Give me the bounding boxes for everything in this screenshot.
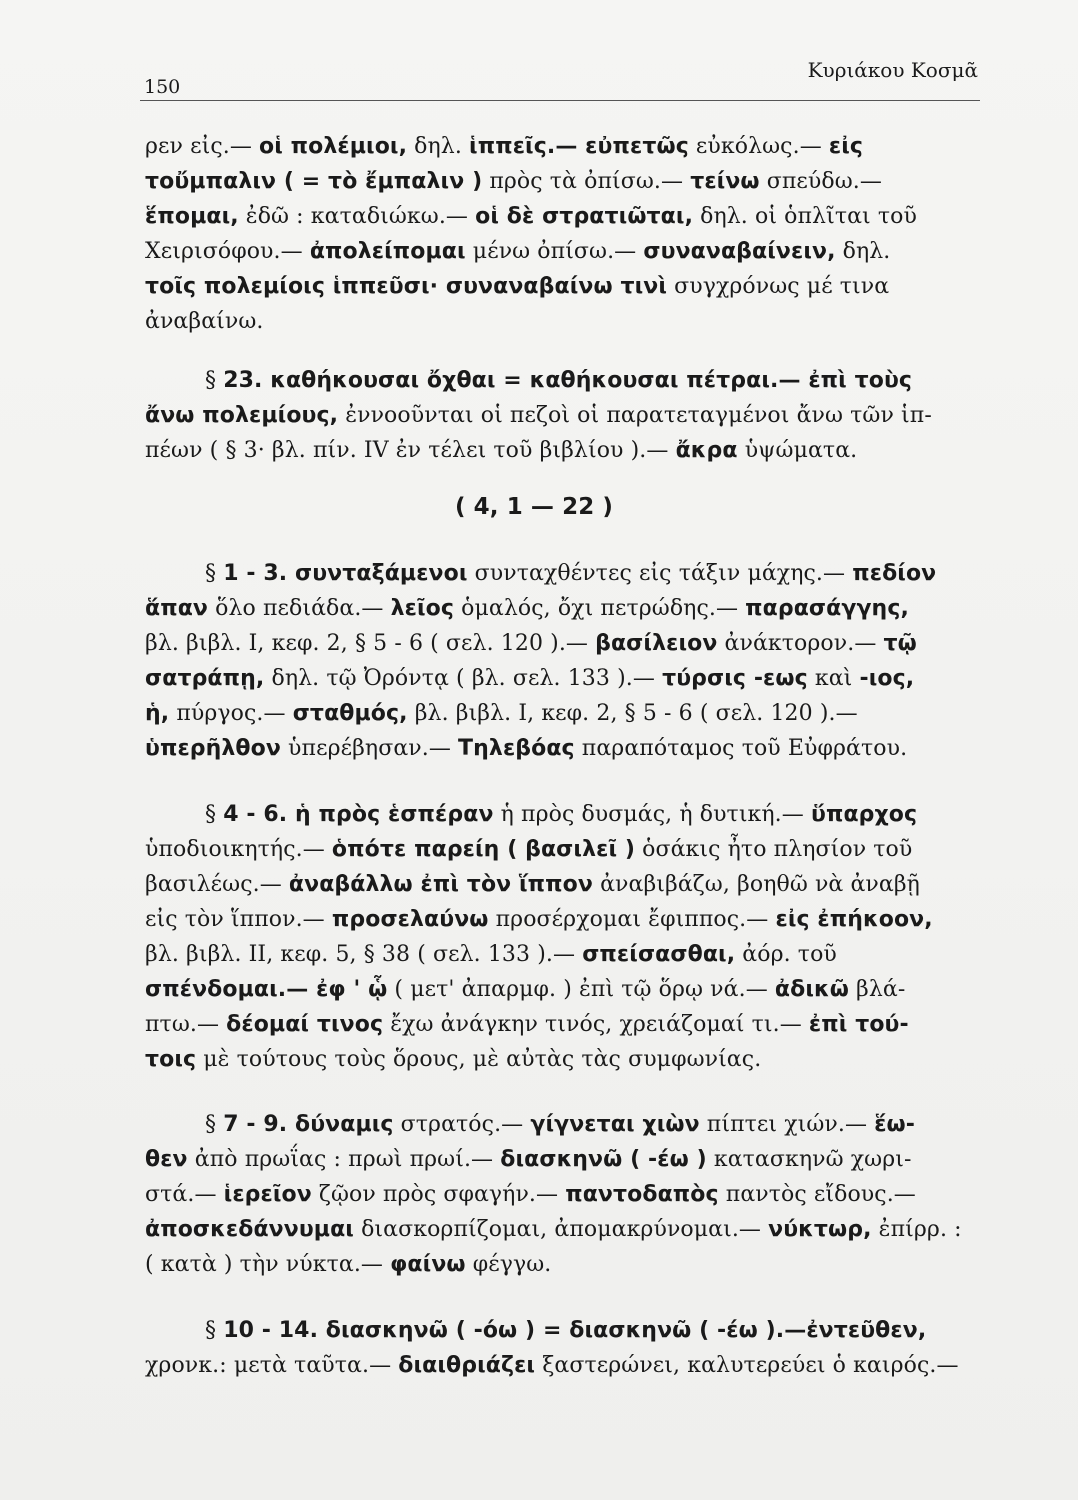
plain-text: δηλ. τῷ Ὀρόντᾳ ( βλ. σελ. 133 ).—	[264, 666, 663, 691]
text-line	[145, 132, 863, 162]
plain-text: ὁσάκις ἦτο πλησίον τοῦ	[635, 837, 913, 862]
plain-text: προσέρχομαι ἔφιππος.—	[488, 907, 776, 932]
bold-term: νύκτωρ,	[768, 1217, 872, 1242]
text-line	[145, 436, 857, 466]
bold-term: παντοδαπὸς	[565, 1182, 719, 1207]
text-line	[145, 734, 907, 764]
chapter-heading	[115, 492, 953, 523]
text-line	[145, 272, 889, 302]
text-line	[145, 307, 264, 337]
running-head: Κυριάκου Κοσμᾶ	[807, 58, 978, 82]
bold-term: βασίλειον	[595, 631, 718, 656]
plain-text: ρεν εἰς.—	[145, 134, 260, 159]
bold-term: ἕω-	[874, 1112, 915, 1137]
bold-term: ἐπὶ τού-	[808, 1012, 909, 1037]
plain-text: ἐννοοῦνται οἱ πεζοὶ οἱ παρατεταγμένοι ἄνω τῶν ἱπ-	[338, 403, 932, 428]
plain-text: πύργος.—	[169, 701, 293, 726]
text-line	[145, 699, 858, 729]
plain-text: εὐκόλως.—	[688, 134, 829, 159]
bold-term: ἱππεῖς.— εὐπετῶς	[469, 134, 689, 159]
plain-text: ὁμαλός, ὄχι πετρώδης.—	[454, 596, 746, 621]
plain-text: βλ. βιβλ. I, κεφ. 2, § 5 - 6 ( σελ. 120 ).—	[407, 701, 858, 726]
plain-text: ξαστερώνει, καλυτερεύει ὁ καιρός.—	[535, 1353, 959, 1378]
bold-term: παρασάγγης,	[745, 596, 909, 621]
text-line	[145, 1351, 959, 1381]
plain-text: μένω ὀπίσω.—	[465, 239, 644, 264]
bold-term: τῷ	[883, 631, 917, 656]
bold-term: ( 4, 1 — 22 )	[454, 494, 614, 520]
plain-text: συνταχθέντες εἰς τάξιν μάχης.—	[467, 561, 853, 586]
plain-text: πέων ( § 3· βλ. πίν. IV ἐν τέλει τοῦ βιβλίου ).—	[145, 438, 676, 463]
plain-text: ὑποδιοικητής.—	[145, 837, 332, 862]
bold-term: 4 - 6. ἡ πρὸς ἑσπέραν	[223, 802, 494, 827]
bold-term: σατράπῃ,	[145, 666, 265, 691]
plain-text: ἔχω ἀνάγκην τινός, χρειάζομαί τι.—	[383, 1012, 809, 1037]
plain-text: ἀπὸ πρωΐας : πρωὶ πρωί.—	[187, 1147, 501, 1172]
section-10-14-line	[205, 1316, 926, 1346]
plain-text: βλ. βιβλ. I, κεφ. 2, § 5 - 6 ( σελ. 120 ).—	[145, 631, 596, 656]
text-line	[145, 629, 917, 659]
text-line	[145, 202, 917, 232]
plain-text: ἡ πρὸς δυσμάς, ἡ δυτική.—	[493, 802, 811, 827]
bold-term: ὑπερῆλθον	[145, 736, 281, 761]
plain-text: διασκορπίζομαι, ἀπομακρύνομαι.—	[353, 1217, 769, 1242]
bold-term: τύρσις -εως	[662, 666, 808, 691]
section-1-3-line	[205, 559, 936, 589]
section-7-9-line	[205, 1110, 915, 1140]
bold-term: δέομαί τινος	[226, 1012, 384, 1037]
bold-term: διασκηνῶ ( -έω )	[500, 1147, 707, 1172]
bold-term: ὕπαρχος	[810, 802, 918, 827]
text-line	[145, 167, 882, 197]
bold-term: τοῖς πολεμίοις ἱππεῦσι· συναναβαίνω τινὶ	[145, 274, 668, 299]
bold-term: 1 - 3. συνταξάμενοι	[223, 561, 468, 586]
plain-text: εἰς τὸν ἵππον.—	[145, 907, 332, 932]
plain-text: ( μετ' ἀπαρμφ. ) ἐπὶ τῷ ὅρῳ νά.—	[387, 977, 775, 1002]
plain-text: ὑπερέβησαν.—	[280, 736, 459, 761]
plain-text: βλά-	[848, 977, 906, 1002]
text-line	[145, 401, 932, 431]
bold-term: ἡ,	[145, 701, 170, 726]
text-line	[145, 1045, 761, 1075]
text-line	[145, 664, 914, 694]
plain-text: πρὸς τὰ ὀπίσω.—	[482, 169, 691, 194]
bold-term: τοὔμπαλιν ( = τὸ ἔμπαλιν )	[145, 169, 483, 194]
bold-term: εἰς ἐπήκοον,	[775, 907, 933, 932]
plain-text: ὅλο πεδιάδα.—	[208, 596, 391, 621]
bold-term: ἀναβάλλω ἐπὶ τὸν ἵππον	[288, 872, 593, 897]
plain-text: σπεύδω.—	[759, 169, 882, 194]
text-line	[145, 940, 837, 970]
plain-text: ἀόρ. τοῦ	[735, 942, 837, 967]
bold-term: ἀποσκεδάννυμαι	[145, 1217, 354, 1242]
page-number: 150	[144, 76, 181, 98]
text-line	[145, 975, 905, 1005]
body-text	[145, 118, 983, 1458]
plain-text: ἀναβαίνω.	[145, 309, 264, 334]
text-line	[145, 870, 920, 900]
text-line	[145, 1145, 912, 1175]
bold-term: ἕπομαι,	[145, 204, 239, 229]
plain-text: φέγγω.	[465, 1252, 552, 1277]
plain-text: ὑψώματα.	[737, 438, 858, 463]
bold-term: οἱ πολέμιοι,	[259, 134, 408, 159]
text-line	[145, 1215, 962, 1245]
text-line	[145, 1010, 909, 1040]
bold-term: -ιος,	[859, 666, 915, 691]
bold-term: λεῖος	[390, 596, 455, 621]
text-line	[145, 835, 912, 865]
bold-term: τείνω	[690, 169, 760, 194]
bold-term: οἱ δὲ στρατιῶται,	[475, 204, 694, 229]
text-line	[145, 237, 890, 267]
bold-term: ἀπολείπομαι	[309, 239, 466, 264]
plain-text: §	[205, 1112, 224, 1137]
section-23-line	[205, 366, 912, 396]
plain-text: στρατός.—	[393, 1112, 531, 1137]
section-4-6-line	[205, 800, 917, 830]
plain-text: βασιλέως.—	[145, 872, 289, 897]
plain-text: §	[205, 1318, 224, 1343]
plain-text: ζῷον πρὸς σφαγήν.—	[311, 1182, 566, 1207]
plain-text: §	[205, 802, 224, 827]
text-line	[145, 1250, 551, 1280]
plain-text: κατασκηνῶ χωρι-	[706, 1147, 912, 1172]
bold-term: τοις	[145, 1047, 197, 1072]
text-line	[145, 1180, 916, 1210]
plain-text: §	[205, 368, 224, 393]
plain-text: δηλ.	[835, 239, 891, 264]
bold-term: προσελαύνω	[331, 907, 489, 932]
plain-text: ἐπίρρ. :	[871, 1217, 962, 1242]
plain-text: συγχρόνως μέ τινα	[667, 274, 890, 299]
bold-term: ὁπότε παρείη ( βασιλεῖ )	[331, 837, 636, 862]
plain-text: χρονκ.: μετὰ ταῦτα.—	[145, 1353, 399, 1378]
text-line	[145, 594, 909, 624]
bold-term: εἰς	[828, 134, 864, 159]
plain-text: ( κατὰ ) τὴν νύκτα.—	[145, 1252, 391, 1277]
plain-text: ἀνάκτορον.—	[717, 631, 884, 656]
plain-text: παραπόταμος τοῦ Εὐφράτου.	[574, 736, 908, 761]
bold-term: φαίνω	[390, 1252, 466, 1277]
plain-text: ἐδῶ : καταδιώκω.—	[238, 204, 476, 229]
text-line	[145, 905, 933, 935]
plain-text: παντὸς εἴδους.—	[718, 1182, 916, 1207]
bold-term: 10 - 14. διασκηνῶ ( -όω ) = διασκηνῶ ( -έω ).—ἐντεῦθεν,	[223, 1318, 927, 1343]
plain-text: καὶ	[807, 666, 860, 691]
bold-term: συναναβαίνειν,	[643, 239, 836, 264]
plain-text: δηλ. οἱ ὁπλῖται τοῦ	[693, 204, 917, 229]
bold-term: ἄκρα	[675, 438, 738, 463]
bold-term: ἅπαν	[145, 596, 209, 621]
bold-term: σταθμός,	[292, 701, 408, 726]
plain-text: πίπτει χιών.—	[699, 1112, 875, 1137]
plain-text: στά.—	[145, 1182, 224, 1207]
header-rule	[140, 100, 980, 101]
bold-term: σπείσασθαι,	[582, 942, 736, 967]
plain-text: δηλ.	[407, 134, 470, 159]
bold-term: ἄνω πολεμίους,	[145, 403, 339, 428]
bold-term: 7 - 9. δύναμις	[223, 1112, 394, 1137]
bold-term: ἀδικῶ	[774, 977, 849, 1002]
bold-term: ἱερεῖον	[223, 1182, 312, 1207]
page-header	[140, 50, 978, 98]
bold-term: Τηλεβόας	[458, 736, 575, 761]
plain-text: βλ. βιβλ. II, κεφ. 5, § 38 ( σελ. 133 ).—	[145, 942, 583, 967]
plain-text: §	[205, 561, 224, 586]
plain-text: πτω.—	[145, 1012, 227, 1037]
plain-text: μὲ τούτους τοὺς ὅρους, μὲ αὐτὰς τὰς συμφωνίας.	[196, 1047, 762, 1072]
plain-text: Χειρισόφου.—	[145, 239, 310, 264]
bold-term: σπένδομαι.— ἐφ ' ᾧ	[145, 977, 388, 1002]
bold-term: πεδίον	[852, 561, 937, 586]
bold-term: γίγνεται χιὼν	[530, 1112, 700, 1137]
bold-term: διαιθριάζει	[398, 1353, 536, 1378]
plain-text: ἀναβιβάζω, βοηθῶ νὰ ἀναβῇ	[592, 872, 920, 897]
bold-term: θεν	[145, 1147, 188, 1172]
bold-term: 23. καθήκουσαι ὄχθαι = καθήκουσαι πέτραι.— ἐπὶ τοὺς	[223, 368, 913, 393]
